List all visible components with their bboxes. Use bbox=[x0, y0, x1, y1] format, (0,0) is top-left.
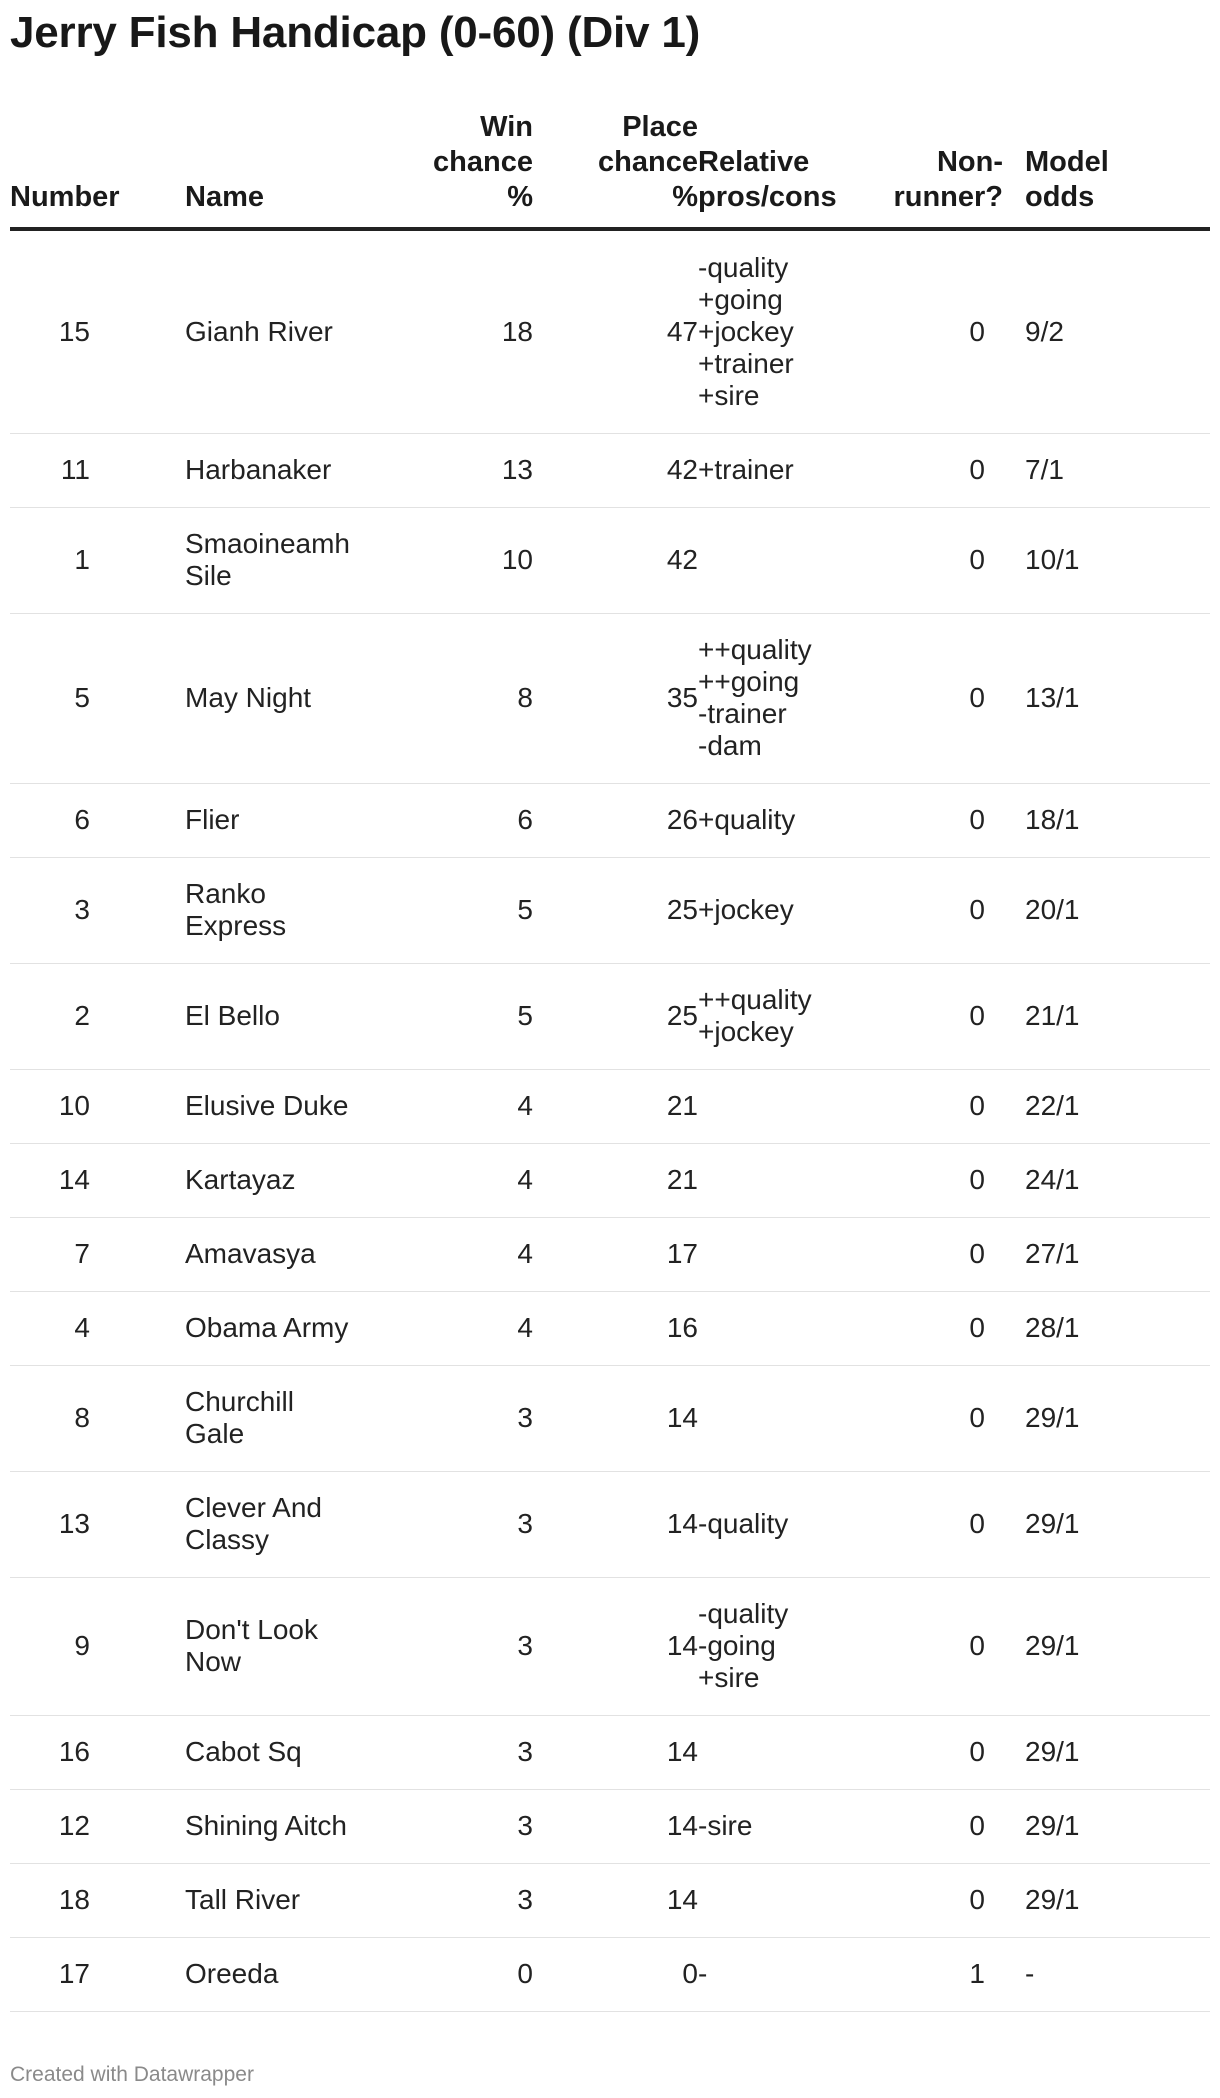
table-row bbox=[10, 1937, 1210, 2011]
column-header-non-runner[interactable] bbox=[883, 110, 1025, 229]
cell-place-chance: 42 bbox=[533, 507, 698, 613]
cell-name: Churchill Gale bbox=[185, 1365, 360, 1471]
cell-pros-cons: ++quality ++going -trainer -dam bbox=[698, 613, 883, 783]
cell-win-chance: 0 bbox=[360, 1937, 533, 2011]
cell-name: Cabot Sq bbox=[185, 1715, 360, 1789]
cell-pros-cons bbox=[698, 507, 883, 613]
cell-name: Ranko Express bbox=[185, 857, 360, 963]
cell-name: May Night bbox=[185, 613, 360, 783]
cell-place-chance: 0 bbox=[533, 1937, 698, 2011]
cell-win-chance: 4 bbox=[360, 1143, 533, 1217]
cell-non-runner: 0 bbox=[883, 1365, 1025, 1471]
cell-number: 11 bbox=[10, 433, 185, 507]
cell-non-runner: 0 bbox=[883, 1217, 1025, 1291]
cell-model-odds: 10/1 bbox=[1025, 507, 1210, 613]
table-row bbox=[10, 783, 1210, 857]
table-row bbox=[10, 1471, 1210, 1577]
table-row bbox=[10, 1069, 1210, 1143]
cell-pros-cons bbox=[698, 1291, 883, 1365]
cell-model-odds: 29/1 bbox=[1025, 1471, 1210, 1577]
cell-number: 15 bbox=[10, 229, 185, 433]
table-row bbox=[10, 1143, 1210, 1217]
footer-credit[interactable]: Created with Datawrapper bbox=[10, 2063, 254, 2086]
cell-pros-cons: - bbox=[698, 1937, 883, 2011]
cell-model-odds: 27/1 bbox=[1025, 1217, 1210, 1291]
cell-win-chance: 4 bbox=[360, 1291, 533, 1365]
cell-win-chance: 4 bbox=[360, 1217, 533, 1291]
cell-non-runner: 0 bbox=[883, 1143, 1025, 1217]
cell-pros-cons bbox=[698, 1365, 883, 1471]
cell-pros-cons: ++quality +jockey bbox=[698, 963, 883, 1069]
cell-win-chance: 3 bbox=[360, 1577, 533, 1715]
table-row bbox=[10, 1291, 1210, 1365]
cell-model-odds: 29/1 bbox=[1025, 1365, 1210, 1471]
cell-win-chance: 8 bbox=[360, 613, 533, 783]
cell-non-runner: 0 bbox=[883, 507, 1025, 613]
cell-model-odds: 20/1 bbox=[1025, 857, 1210, 963]
cell-number: 6 bbox=[10, 783, 185, 857]
cell-name: Flier bbox=[185, 783, 360, 857]
cell-pros-cons: -sire bbox=[698, 1789, 883, 1863]
table-row bbox=[10, 1577, 1210, 1715]
cell-pros-cons bbox=[698, 1217, 883, 1291]
cell-place-chance: 17 bbox=[533, 1217, 698, 1291]
cell-model-odds: 24/1 bbox=[1025, 1143, 1210, 1217]
cell-name: Obama Army bbox=[185, 1291, 360, 1365]
cell-place-chance: 25 bbox=[533, 857, 698, 963]
cell-win-chance: 6 bbox=[360, 783, 533, 857]
cell-win-chance: 3 bbox=[360, 1471, 533, 1577]
column-header-win-chance-label: Win chance % bbox=[433, 111, 533, 213]
cell-non-runner: 0 bbox=[883, 857, 1025, 963]
cell-place-chance: 14 bbox=[533, 1365, 698, 1471]
cell-pros-cons: +jockey bbox=[698, 857, 883, 963]
cell-place-chance: 14 bbox=[533, 1577, 698, 1715]
column-header-name[interactable]: Name bbox=[185, 110, 360, 229]
table-row bbox=[10, 1217, 1210, 1291]
cell-number: 8 bbox=[10, 1365, 185, 1471]
cell-model-odds: 21/1 bbox=[1025, 963, 1210, 1069]
table-row bbox=[10, 613, 1210, 783]
cell-number: 10 bbox=[10, 1069, 185, 1143]
cell-name: Elusive Duke bbox=[185, 1069, 360, 1143]
cell-win-chance: 3 bbox=[360, 1715, 533, 1789]
cell-place-chance: 14 bbox=[533, 1863, 698, 1937]
cell-name: Kartayaz bbox=[185, 1143, 360, 1217]
cell-place-chance: 35 bbox=[533, 613, 698, 783]
cell-place-chance: 14 bbox=[533, 1789, 698, 1863]
cell-place-chance: 47 bbox=[533, 229, 698, 433]
runners-table bbox=[10, 110, 1210, 2012]
cell-name: Oreeda bbox=[185, 1937, 360, 2011]
cell-pros-cons: -quality bbox=[698, 1471, 883, 1577]
cell-non-runner: 0 bbox=[883, 1715, 1025, 1789]
table-row bbox=[10, 963, 1210, 1069]
cell-pros-cons: -quality -going +sire bbox=[698, 1577, 883, 1715]
table-row bbox=[10, 857, 1210, 963]
cell-non-runner: 0 bbox=[883, 1789, 1025, 1863]
table-row bbox=[10, 229, 1210, 433]
cell-non-runner: 0 bbox=[883, 1291, 1025, 1365]
cell-model-odds: - bbox=[1025, 1937, 1210, 2011]
cell-model-odds: 22/1 bbox=[1025, 1069, 1210, 1143]
cell-name: Clever And Classy bbox=[185, 1471, 360, 1577]
page-title: Jerry Fish Handicap (0-60) (Div 1) bbox=[10, 8, 701, 57]
cell-non-runner: 0 bbox=[883, 1471, 1025, 1577]
cell-non-runner: 0 bbox=[883, 783, 1025, 857]
cell-place-chance: 25 bbox=[533, 963, 698, 1069]
cell-place-chance: 21 bbox=[533, 1143, 698, 1217]
column-header-model-odds[interactable] bbox=[1025, 110, 1210, 229]
cell-pros-cons bbox=[698, 1069, 883, 1143]
cell-place-chance: 26 bbox=[533, 783, 698, 857]
cell-non-runner: 0 bbox=[883, 433, 1025, 507]
column-header-place-chance[interactable] bbox=[533, 110, 698, 229]
cell-win-chance: 3 bbox=[360, 1863, 533, 1937]
cell-model-odds: 9/2 bbox=[1025, 229, 1210, 433]
cell-model-odds: 29/1 bbox=[1025, 1789, 1210, 1863]
cell-non-runner: 0 bbox=[883, 963, 1025, 1069]
cell-win-chance: 3 bbox=[360, 1789, 533, 1863]
cell-pros-cons bbox=[698, 1863, 883, 1937]
cell-win-chance: 5 bbox=[360, 857, 533, 963]
column-header-place-chance-label: Place chance % bbox=[598, 111, 698, 213]
cell-win-chance: 3 bbox=[360, 1365, 533, 1471]
cell-non-runner: 0 bbox=[883, 229, 1025, 433]
cell-number: 7 bbox=[10, 1217, 185, 1291]
cell-model-odds: 29/1 bbox=[1025, 1863, 1210, 1937]
cell-pros-cons: +trainer bbox=[698, 433, 883, 507]
cell-model-odds: 29/1 bbox=[1025, 1715, 1210, 1789]
cell-model-odds: 13/1 bbox=[1025, 613, 1210, 783]
cell-win-chance: 18 bbox=[360, 229, 533, 433]
cell-name: Smaoineamh Sile bbox=[185, 507, 360, 613]
cell-number: 4 bbox=[10, 1291, 185, 1365]
cell-number: 18 bbox=[10, 1863, 185, 1937]
cell-non-runner: 0 bbox=[883, 1577, 1025, 1715]
cell-number: 13 bbox=[10, 1471, 185, 1577]
cell-number: 3 bbox=[10, 857, 185, 963]
column-header-model-odds-label: Model odds bbox=[1025, 146, 1109, 213]
cell-place-chance: 42 bbox=[533, 433, 698, 507]
cell-model-odds: 28/1 bbox=[1025, 1291, 1210, 1365]
cell-name: El Bello bbox=[185, 963, 360, 1069]
cell-name: Gianh River bbox=[185, 229, 360, 433]
cell-number: 14 bbox=[10, 1143, 185, 1217]
cell-number: 5 bbox=[10, 613, 185, 783]
cell-number: 9 bbox=[10, 1577, 185, 1715]
table-row bbox=[10, 1863, 1210, 1937]
table-row bbox=[10, 1715, 1210, 1789]
cell-non-runner: 1 bbox=[883, 1937, 1025, 2011]
cell-name: Tall River bbox=[185, 1863, 360, 1937]
table-row bbox=[10, 507, 1210, 613]
cell-pros-cons: +quality bbox=[698, 783, 883, 857]
cell-name: Shining Aitch bbox=[185, 1789, 360, 1863]
cell-pros-cons: -quality +going +jockey +trainer +sire bbox=[698, 229, 883, 433]
column-header-non-runner-label: Non-runner? bbox=[893, 146, 1003, 213]
column-header-pros-cons-label: Relative pros/cons bbox=[698, 146, 837, 213]
cell-win-chance: 5 bbox=[360, 963, 533, 1069]
cell-number: 17 bbox=[10, 1937, 185, 2011]
cell-win-chance: 4 bbox=[360, 1069, 533, 1143]
cell-name: Harbanaker bbox=[185, 433, 360, 507]
cell-number: 16 bbox=[10, 1715, 185, 1789]
cell-number: 1 bbox=[10, 507, 185, 613]
cell-place-chance: 14 bbox=[533, 1715, 698, 1789]
cell-win-chance: 13 bbox=[360, 433, 533, 507]
cell-name: Don't Look Now bbox=[185, 1577, 360, 1715]
cell-name: Amavasya bbox=[185, 1217, 360, 1291]
cell-pros-cons bbox=[698, 1143, 883, 1217]
cell-win-chance: 10 bbox=[360, 507, 533, 613]
table-header bbox=[10, 110, 1210, 229]
table-body bbox=[10, 229, 1210, 2011]
cell-non-runner: 0 bbox=[883, 613, 1025, 783]
cell-place-chance: 21 bbox=[533, 1069, 698, 1143]
table-row bbox=[10, 433, 1210, 507]
cell-non-runner: 0 bbox=[883, 1863, 1025, 1937]
table-row bbox=[10, 1789, 1210, 1863]
cell-model-odds: 29/1 bbox=[1025, 1577, 1210, 1715]
cell-number: 2 bbox=[10, 963, 185, 1069]
cell-pros-cons bbox=[698, 1715, 883, 1789]
table-row bbox=[10, 1365, 1210, 1471]
column-header-pros-cons[interactable] bbox=[698, 110, 883, 229]
cell-model-odds: 7/1 bbox=[1025, 433, 1210, 507]
cell-place-chance: 14 bbox=[533, 1471, 698, 1577]
column-header-number[interactable]: Number bbox=[10, 110, 185, 229]
cell-place-chance: 16 bbox=[533, 1291, 698, 1365]
cell-model-odds: 18/1 bbox=[1025, 783, 1210, 857]
column-header-win-chance[interactable] bbox=[360, 110, 533, 229]
cell-number: 12 bbox=[10, 1789, 185, 1863]
cell-non-runner: 0 bbox=[883, 1069, 1025, 1143]
